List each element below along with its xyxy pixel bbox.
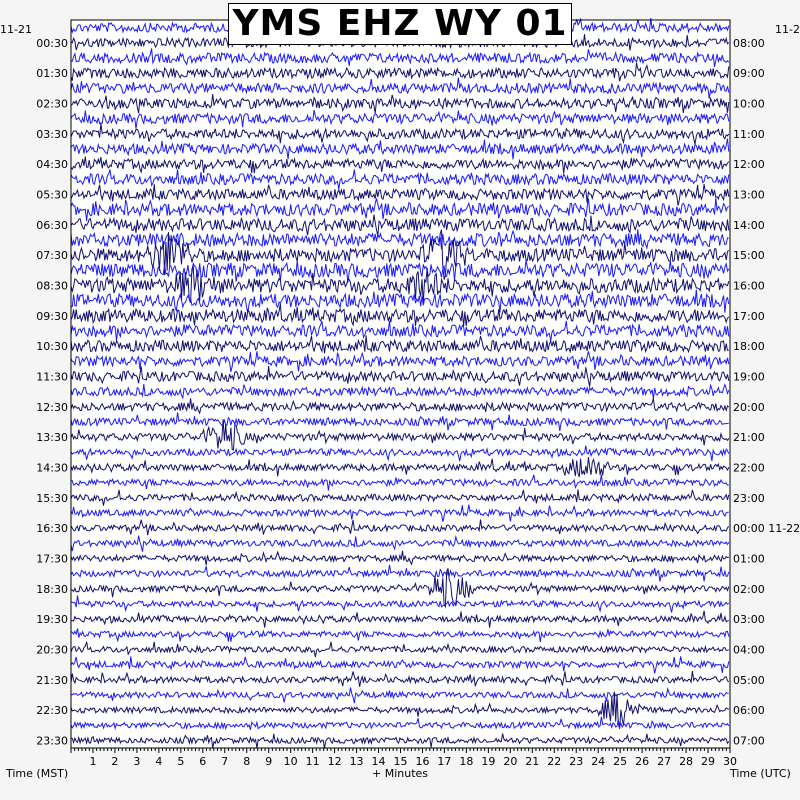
right-time-label: 23:00 [733,491,765,505]
right-time-label: 21:00 [733,431,765,445]
x-label-minutes: + Minutes [372,767,429,780]
minute-tick-label: 18 [459,755,474,768]
left-time-label: 06:30 [36,218,68,232]
right-time-label: 02:00 [733,582,765,596]
minute-tick-label: 8 [243,755,251,768]
right-time-label: 04:00 [733,643,765,657]
left-time-label: 20:30 [36,643,68,657]
left-time-label: 15:30 [36,491,68,505]
left-time-label: 22:30 [36,704,68,718]
left-time-label: 10:30 [36,340,68,354]
right-time-label: 12:00 [733,158,765,172]
minute-tick-label: 27 [657,755,672,768]
minute-tick-label: 23 [569,755,584,768]
plot-background [71,20,730,748]
right-time-label: 18:00 [733,340,765,354]
minute-tick-label: 24 [591,755,606,768]
x-label-mst: Time (MST) [6,767,69,780]
left-time-labels [36,37,68,748]
left-time-label: 04:30 [36,158,68,172]
minute-tick-label: 19 [481,755,496,768]
minute-tick-label: 13 [349,755,364,768]
right-time-label: 20:00 [733,400,765,414]
minute-tick-label: 17 [437,755,452,768]
left-time-label: 09:30 [36,309,68,323]
right-time-label: 03:00 [733,613,765,627]
left-time-label: 03:30 [36,127,68,141]
left-time-label: 17:30 [36,552,68,566]
minute-tick-label: 5 [177,755,185,768]
minute-tick-label: 12 [327,755,342,768]
start-date-label: 11-21 [0,23,32,36]
minute-tick-label: 3 [133,755,141,768]
minute-tick-label: 16 [415,755,430,768]
minute-tick-label: 30 [723,755,737,768]
left-time-label: 23:30 [36,734,68,748]
right-time-label: 14:00 [733,218,765,232]
right-time-label: 11:00 [733,127,765,141]
left-time-label: 08:30 [36,279,68,293]
right-time-labels [733,37,800,748]
minute-tick-label: 29 [701,755,716,768]
minute-tick-label: 22 [547,755,562,768]
right-time-label: 00:00 11-22 [733,522,800,536]
minute-tick-label: 21 [525,755,540,768]
minute-tick-label: 10 [283,755,298,768]
minute-tick-label: 6 [199,755,207,768]
left-time-label: 12:30 [36,400,68,414]
minute-tick-label: 7 [221,755,229,768]
minute-tick-label: 9 [265,755,273,768]
chart-title: YMS EHZ WY 01 [232,3,568,44]
left-time-label: 21:30 [36,673,68,687]
minute-tick-label: 20 [503,755,518,768]
right-time-label: 08:00 [733,36,765,50]
right-time-label: 05:00 [733,673,765,687]
left-time-label: 13:30 [36,431,68,445]
right-time-label: 22:00 [733,461,765,475]
right-time-label: 10:00 [733,97,765,111]
right-time-label: 15:00 [733,249,765,263]
left-time-label: 16:30 [36,522,68,536]
minute-tick-label: 2 [111,755,119,768]
minute-tick-label: 25 [613,755,628,768]
left-time-label: 00:30 [36,36,68,50]
minute-tick-label: 14 [371,755,386,768]
right-time-label: 06:00 [733,704,765,718]
minute-tick-label: 4 [155,755,163,768]
left-time-label: 11:30 [36,370,68,384]
right-time-label: 07:00 [733,734,765,748]
right-time-label: 16:00 [733,279,765,293]
right-time-label: 09:00 [733,67,765,81]
left-time-label: 14:30 [36,461,68,475]
left-time-label: 05:30 [36,188,68,202]
minute-ticks [71,748,737,768]
utc-date-label: 11-2 [775,23,800,36]
title-box [228,3,572,45]
minute-tick-label: 26 [635,755,650,768]
left-time-label: 01:30 [36,67,68,81]
right-time-label: 17:00 [733,309,765,323]
right-time-label: 13:00 [733,188,765,202]
left-time-label: 19:30 [36,613,68,627]
left-time-label: 07:30 [36,249,68,263]
minute-tick-label: 1 [89,755,97,768]
right-time-label: 01:00 [733,552,765,566]
left-time-label: 18:30 [36,582,68,596]
right-time-label: 19:00 [733,370,765,384]
minute-tick-label: 11 [305,755,320,768]
x-label-utc: Time (UTC) [730,767,791,780]
left-time-label: 02:30 [36,97,68,111]
minute-tick-label: 28 [679,755,694,768]
plot-area [71,20,730,748]
minute-tick-label: 15 [393,755,408,768]
